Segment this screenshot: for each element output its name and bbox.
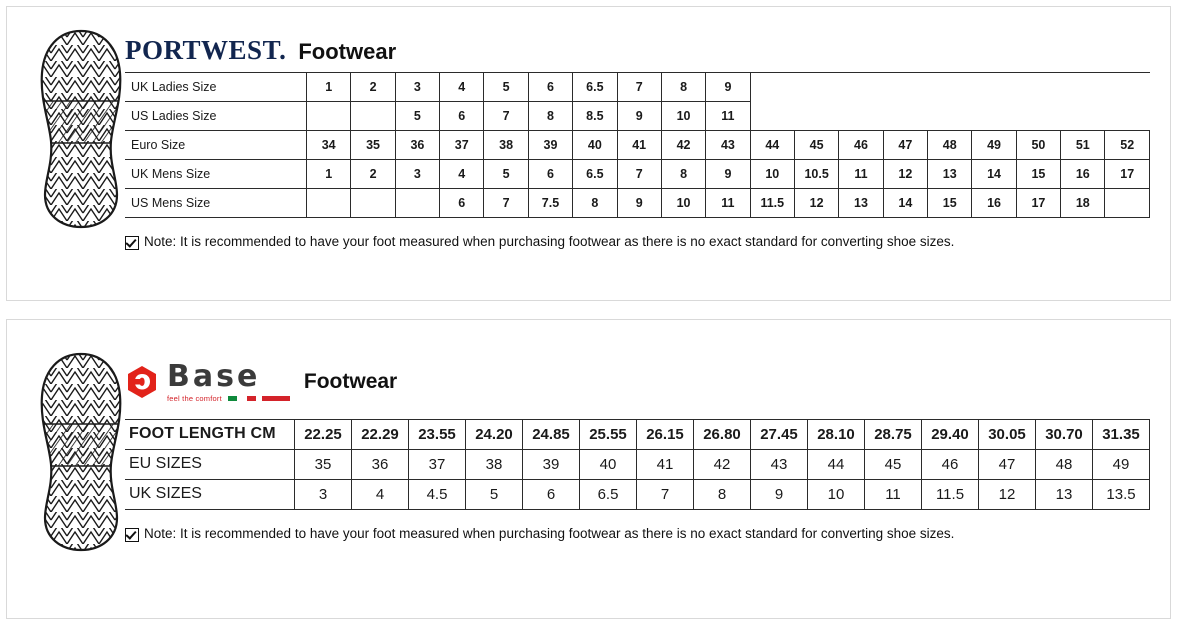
shoe-sole-illustration-base	[35, 352, 127, 552]
portwest-size-table	[125, 72, 1150, 218]
size-cell: 47	[979, 449, 1036, 479]
size-cell: 6	[528, 160, 572, 189]
base-size-table	[125, 419, 1150, 510]
size-cell: 15	[1016, 160, 1060, 189]
size-cell: 39	[523, 449, 580, 479]
size-cell	[395, 189, 439, 218]
size-cell: 23.55	[409, 419, 466, 449]
base-size-chart-panel	[6, 319, 1171, 619]
size-cell: 8	[661, 73, 705, 102]
table-row	[125, 102, 1150, 131]
size-cell: 12	[979, 479, 1036, 509]
size-cell: 22.25	[295, 419, 352, 449]
size-cell: 11	[706, 189, 750, 218]
size-cell: 3	[395, 73, 439, 102]
size-cell: 13	[839, 189, 883, 218]
size-cell: 6	[440, 102, 484, 131]
size-cell: 6.5	[580, 479, 637, 509]
size-cell: 8	[528, 102, 572, 131]
size-cell: 40	[573, 131, 617, 160]
size-cell: 37	[409, 449, 466, 479]
size-cell: 5	[484, 160, 528, 189]
size-cell: 7	[484, 189, 528, 218]
size-cell: 24.85	[523, 419, 580, 449]
size-cell	[1105, 73, 1150, 102]
size-cell: 44	[750, 131, 794, 160]
size-cell	[351, 102, 395, 131]
table-row	[125, 479, 1150, 509]
size-cell: 13.5	[1093, 479, 1150, 509]
row-label: UK Ladies Size	[125, 73, 307, 102]
size-cell: 13	[928, 160, 972, 189]
size-cell	[839, 102, 883, 131]
size-cell: 11.5	[922, 479, 979, 509]
size-cell	[1016, 73, 1060, 102]
size-cell: 48	[928, 131, 972, 160]
size-cell: 52	[1105, 131, 1150, 160]
base-logo-text: Base	[167, 359, 261, 394]
size-cell	[1061, 73, 1105, 102]
size-cell: 8	[661, 160, 705, 189]
row-label: US Mens Size	[125, 189, 307, 218]
size-cell: 40	[580, 449, 637, 479]
row-label: UK Mens Size	[125, 160, 307, 189]
table-row	[125, 419, 1150, 449]
shoe-sole-illustration-portwest	[35, 29, 127, 229]
size-cell	[351, 189, 395, 218]
size-cell: 46	[839, 131, 883, 160]
table-row	[125, 73, 1150, 102]
size-cell: 9	[617, 102, 661, 131]
size-cell: 36	[352, 449, 409, 479]
size-cell	[839, 73, 883, 102]
size-cell: 18	[1061, 189, 1105, 218]
size-cell: 37	[440, 131, 484, 160]
row-label: FOOT LENGTH CM	[125, 419, 295, 449]
base-note-text: Note: It is recommended to have your foot measured when purchasing footwear as there is no exact standard for converting shoe sizes.	[144, 525, 955, 541]
size-cell: 9	[751, 479, 808, 509]
row-label: Euro Size	[125, 131, 307, 160]
size-cell: 14	[972, 160, 1016, 189]
size-cell	[794, 73, 838, 102]
portwest-logo-dot: .	[279, 35, 287, 65]
size-cell: 4	[440, 160, 484, 189]
size-cell	[883, 73, 927, 102]
size-cell	[750, 102, 794, 131]
size-cell: 3	[295, 479, 352, 509]
size-cell: 5	[484, 73, 528, 102]
size-cell: 8	[573, 189, 617, 218]
size-cell: 39	[528, 131, 572, 160]
size-cell: 16	[972, 189, 1016, 218]
size-cell: 6.5	[573, 160, 617, 189]
portwest-note-text: Note: It is recommended to have your foot measured when purchasing footwear as there is no exact standard for converting shoe sizes.	[144, 234, 955, 249]
size-cell: 17	[1016, 189, 1060, 218]
size-cell	[928, 102, 972, 131]
portwest-logo	[125, 37, 286, 64]
size-cell: 47	[883, 131, 927, 160]
size-cell: 30.05	[979, 419, 1036, 449]
size-cell: 41	[637, 449, 694, 479]
size-cell: 10	[808, 479, 865, 509]
base-tagline: feel the comfort	[167, 394, 222, 403]
size-cell: 13	[1036, 479, 1093, 509]
size-cell	[750, 73, 794, 102]
size-cell: 48	[1036, 449, 1093, 479]
size-cell: 2	[351, 160, 395, 189]
size-cell: 8.5	[573, 102, 617, 131]
portwest-note	[125, 234, 1150, 250]
table-row	[125, 189, 1150, 218]
size-cell: 5	[466, 479, 523, 509]
size-cell: 38	[484, 131, 528, 160]
size-cell: 9	[706, 73, 750, 102]
size-cell: 6	[528, 73, 572, 102]
size-cell: 46	[922, 449, 979, 479]
italy-flag-icon	[228, 396, 256, 401]
size-cell: 6	[523, 479, 580, 509]
size-cell: 51	[1061, 131, 1105, 160]
size-cell: 11	[865, 479, 922, 509]
size-cell: 29.40	[922, 419, 979, 449]
table-row	[125, 131, 1150, 160]
size-cell: 15	[928, 189, 972, 218]
portwest-section-title: Footwear	[298, 39, 397, 64]
base-section-title: Footwear	[303, 370, 398, 394]
size-cell: 6.5	[573, 73, 617, 102]
base-note	[125, 526, 1150, 542]
portwest-brand-row	[125, 37, 1150, 64]
size-cell: 43	[706, 131, 750, 160]
size-cell: 35	[351, 131, 395, 160]
size-cell: 10	[661, 102, 705, 131]
size-cell: 42	[661, 131, 705, 160]
size-cell	[1105, 102, 1150, 131]
size-cell: 36	[395, 131, 439, 160]
size-cell: 12	[883, 160, 927, 189]
size-cell: 45	[865, 449, 922, 479]
size-cell: 7.5	[528, 189, 572, 218]
size-cell	[972, 73, 1016, 102]
size-cell: 1	[307, 160, 351, 189]
size-cell: 26.15	[637, 419, 694, 449]
size-cell: 4.5	[409, 479, 466, 509]
size-cell: 11	[839, 160, 883, 189]
size-cell	[1061, 102, 1105, 131]
size-cell: 43	[751, 449, 808, 479]
size-cell	[794, 102, 838, 131]
size-cell: 9	[706, 160, 750, 189]
size-cell	[1105, 189, 1150, 218]
size-cell: 9	[617, 189, 661, 218]
size-cell	[307, 102, 351, 131]
check-icon	[125, 528, 139, 542]
size-cell: 1	[307, 73, 351, 102]
base-logo	[125, 359, 290, 403]
size-cell: 38	[466, 449, 523, 479]
row-label: UK SIZES	[125, 479, 295, 509]
size-cell: 5	[395, 102, 439, 131]
row-label: US Ladies Size	[125, 102, 307, 131]
size-cell: 42	[694, 449, 751, 479]
size-cell: 6	[440, 189, 484, 218]
size-cell: 7	[617, 160, 661, 189]
size-cell: 30.70	[1036, 419, 1093, 449]
size-cell: 7	[637, 479, 694, 509]
size-cell: 28.75	[865, 419, 922, 449]
size-cell: 11	[706, 102, 750, 131]
italy-flag-icon-2	[262, 396, 290, 401]
size-cell	[928, 73, 972, 102]
base-brand-row	[125, 359, 1150, 403]
size-cell	[307, 189, 351, 218]
size-cell: 2	[351, 73, 395, 102]
size-cell: 17	[1105, 160, 1150, 189]
size-cell: 7	[484, 102, 528, 131]
size-cell: 12	[794, 189, 838, 218]
size-cell	[972, 102, 1016, 131]
size-cell: 4	[352, 479, 409, 509]
size-cell: 28.10	[808, 419, 865, 449]
size-cell: 24.20	[466, 419, 523, 449]
size-cell: 3	[395, 160, 439, 189]
size-cell: 7	[617, 73, 661, 102]
size-cell: 49	[972, 131, 1016, 160]
size-cell: 50	[1016, 131, 1060, 160]
base-hexagon-icon	[125, 365, 159, 399]
size-cell: 34	[307, 131, 351, 160]
size-cell: 26.80	[694, 419, 751, 449]
size-cell: 10.5	[794, 160, 838, 189]
size-cell: 14	[883, 189, 927, 218]
size-cell: 4	[440, 73, 484, 102]
size-cell: 35	[295, 449, 352, 479]
size-cell: 22.29	[352, 419, 409, 449]
size-cell: 41	[617, 131, 661, 160]
row-label: EU SIZES	[125, 449, 295, 479]
check-icon	[125, 236, 139, 250]
size-cell: 44	[808, 449, 865, 479]
portwest-logo-text: PORTWEST	[125, 35, 280, 65]
size-cell	[1016, 102, 1060, 131]
size-cell: 31.35	[1093, 419, 1150, 449]
size-cell: 16	[1061, 160, 1105, 189]
size-cell: 8	[694, 479, 751, 509]
size-cell: 45	[794, 131, 838, 160]
size-cell: 10	[661, 189, 705, 218]
size-cell: 25.55	[580, 419, 637, 449]
table-row	[125, 160, 1150, 189]
base-tagline-row	[167, 395, 290, 403]
size-cell: 11.5	[750, 189, 794, 218]
size-cell: 10	[750, 160, 794, 189]
size-cell	[883, 102, 927, 131]
size-cell: 49	[1093, 449, 1150, 479]
table-row	[125, 449, 1150, 479]
portwest-size-chart-panel	[6, 6, 1171, 301]
size-cell: 27.45	[751, 419, 808, 449]
